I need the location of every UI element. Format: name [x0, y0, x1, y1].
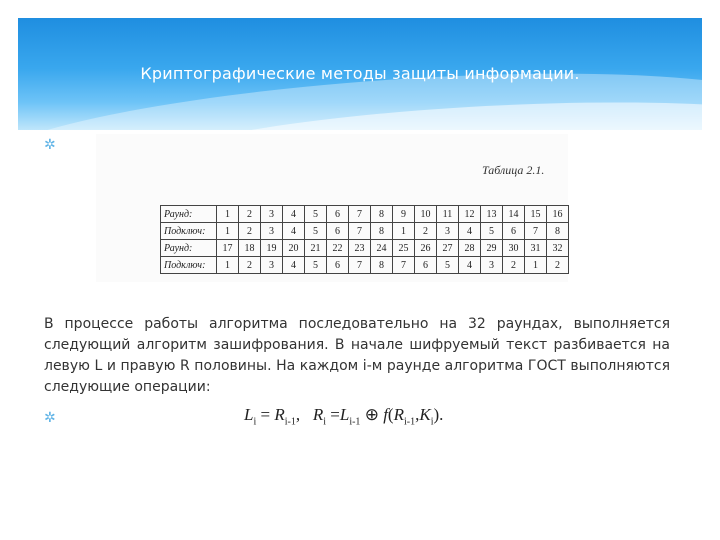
bullet-icon: ✲ [44, 410, 56, 426]
table-cell: 2 [239, 223, 261, 240]
table-cell: 1 [393, 223, 415, 240]
table-cell: 1 [217, 257, 239, 274]
description-paragraph: В процессе работы алгоритма последовательно на 32 раундах, выполняется следующий алгоритм зашифрования. В начале шифруемый текст разбивается на левую L и правую R половины. На каждом i-м раунде алгоритма ГОСТ выполняются следующие операции: [44, 316, 670, 395]
formula-subscript: i-1 [349, 416, 361, 428]
table-cell: 26 [415, 240, 437, 257]
table-cell: 7 [393, 257, 415, 274]
table-cell: 8 [371, 257, 393, 274]
table-cell: 18 [239, 240, 261, 257]
table-row [161, 240, 569, 257]
table-cell: 5 [305, 223, 327, 240]
table-cell: 25 [393, 240, 415, 257]
table-cell: 5 [481, 223, 503, 240]
table-cell: 20 [283, 240, 305, 257]
table-cell: 3 [261, 257, 283, 274]
formula-text: , [295, 405, 313, 424]
table-cell: 19 [261, 240, 283, 257]
table-cell: 6 [503, 223, 525, 240]
table-cell: 10 [415, 206, 437, 223]
formula-subscript: i [323, 416, 327, 428]
table-cell: 6 [327, 257, 349, 274]
slide-title: Криптографические методы защиты информации. [140, 64, 580, 83]
formula-text: , [415, 405, 420, 424]
table-cell: 14 [503, 206, 525, 223]
table-cell: 1 [217, 223, 239, 240]
formula-symbol: f [383, 405, 388, 424]
table-cell: 13 [481, 206, 503, 223]
table-cell: 6 [415, 257, 437, 274]
bullet-icon: ✲ [44, 137, 56, 153]
rounds-table [160, 205, 569, 274]
formula-text: = [256, 405, 275, 424]
xor-symbol: ⊕ [360, 405, 384, 424]
table-row [161, 206, 569, 223]
table-cell: 7 [525, 223, 547, 240]
table-cell: 9 [393, 206, 415, 223]
table-cell: 1 [217, 206, 239, 223]
table-cell: 4 [459, 257, 481, 274]
table-cell: 2 [547, 257, 569, 274]
formula-symbol: R [312, 405, 324, 424]
table-cell: 29 [481, 240, 503, 257]
table-cell: 15 [525, 206, 547, 223]
table-cell: 3 [261, 206, 283, 223]
table-cell: 5 [305, 257, 327, 274]
formula-symbol: L [339, 405, 350, 424]
table-cell: 2 [503, 257, 525, 274]
table-cell: 11 [437, 206, 459, 223]
table-cell: 31 [525, 240, 547, 257]
table-cell: 32 [547, 240, 569, 257]
table-cell: 8 [371, 206, 393, 223]
row-header: Подключ: [161, 257, 217, 274]
table-cell: 28 [459, 240, 481, 257]
table-cell: 4 [283, 206, 305, 223]
table-row [161, 223, 569, 240]
table-cell: 3 [261, 223, 283, 240]
table-cell: 4 [283, 257, 305, 274]
table-row [161, 257, 569, 274]
formula-subscript: i-1 [284, 416, 296, 428]
table-caption: Таблица 2.1. [482, 163, 545, 177]
table-cell: 17 [217, 240, 239, 257]
table-cell: 7 [349, 257, 371, 274]
table-cell: 30 [503, 240, 525, 257]
table-cell: 7 [349, 223, 371, 240]
formula-symbol: L [244, 405, 254, 424]
formula-subscript: i [430, 416, 434, 428]
table-cell: 22 [327, 240, 349, 257]
formula-symbol: R [393, 405, 404, 424]
row-header: Подключ: [161, 223, 217, 240]
formula-text: ( [387, 405, 394, 424]
table-cell: 23 [349, 240, 371, 257]
table-cell: 2 [239, 257, 261, 274]
formula-symbol: R [274, 405, 285, 424]
table-cell: 2 [415, 223, 437, 240]
table-cell: 3 [481, 257, 503, 274]
table-cell: 8 [371, 223, 393, 240]
table-cell: 24 [371, 240, 393, 257]
formula-subscript: i [253, 416, 257, 428]
table-cell: 16 [547, 206, 569, 223]
round-formula [244, 405, 443, 427]
formula-text: ). [433, 405, 444, 424]
table-cell: 6 [327, 206, 349, 223]
table-cell: 6 [327, 223, 349, 240]
table-cell: 1 [525, 257, 547, 274]
table-cell: 8 [547, 223, 569, 240]
table-cell: 7 [349, 206, 371, 223]
table-cell: 4 [459, 223, 481, 240]
formula-text: = [326, 405, 340, 424]
row-header: Раунд: [161, 240, 217, 257]
table-cell: 27 [437, 240, 459, 257]
table-cell: 5 [437, 257, 459, 274]
table-cell: 5 [305, 206, 327, 223]
row-header: Раунд: [161, 206, 217, 223]
table-cell: 3 [437, 223, 459, 240]
table-cell: 4 [283, 223, 305, 240]
formula-subscript: i-1 [403, 416, 416, 428]
table-cell: 2 [239, 206, 261, 223]
formula-symbol: K [419, 405, 431, 424]
table-cell: 21 [305, 240, 327, 257]
table-cell: 12 [459, 206, 481, 223]
